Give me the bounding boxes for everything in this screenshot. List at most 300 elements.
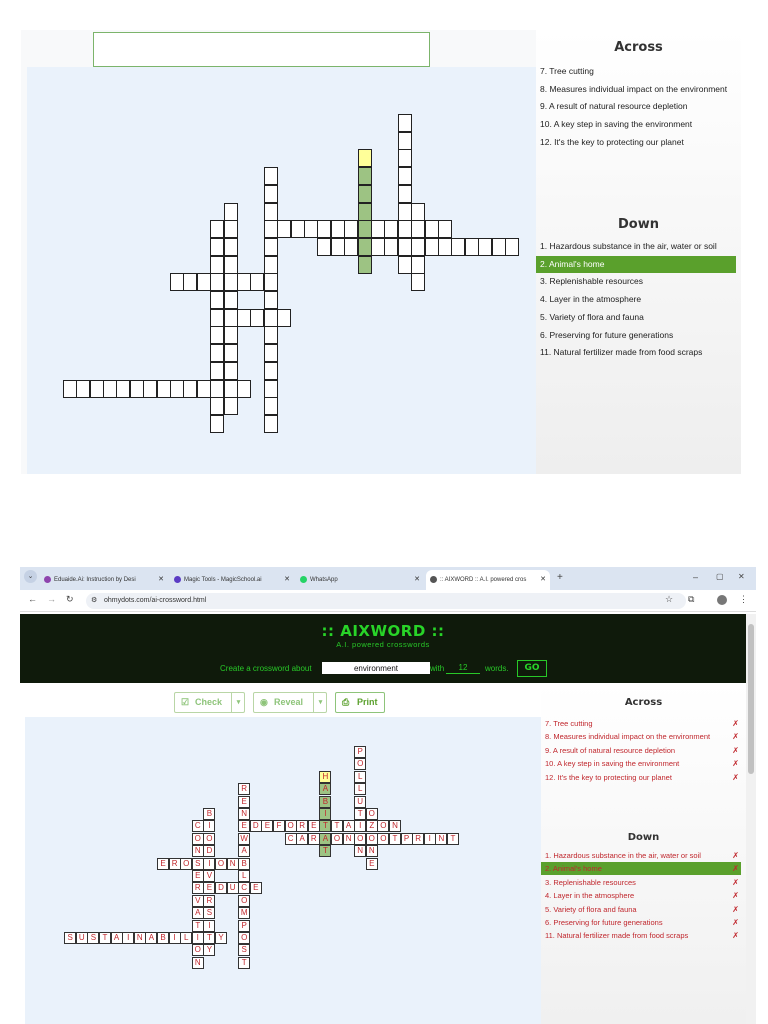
crossword-grid-solved [25, 717, 541, 1024]
grid-cell[interactable]: P [354, 746, 366, 758]
clue-text: 10. A key step in saving the environment [545, 759, 680, 769]
grid-cell[interactable] [210, 415, 224, 433]
topic-input[interactable] [322, 662, 430, 674]
grid-cell[interactable]: R [169, 858, 181, 870]
grid-cell[interactable] [250, 309, 264, 327]
grid-cell[interactable] [224, 291, 238, 309]
app-subtitle: A.I. powered crosswords [336, 640, 430, 649]
grid-cell[interactable]: N [192, 957, 204, 969]
clue-item[interactable] [541, 862, 741, 875]
grid-cell[interactable] [197, 273, 211, 291]
grid-cell[interactable] [264, 273, 278, 291]
grid-cell[interactable] [398, 185, 412, 203]
grid-cell[interactable]: A [111, 932, 123, 944]
grid-cell[interactable]: U [227, 882, 239, 894]
grid-cell[interactable] [425, 220, 439, 238]
grid-cell[interactable] [264, 220, 278, 238]
clue-item[interactable] [536, 116, 736, 133]
grid-cell[interactable]: R [238, 783, 250, 795]
wrong-mark-icon: ✗ [732, 877, 739, 887]
grid-cell[interactable]: T [354, 808, 366, 820]
crossword-grid [27, 67, 536, 474]
grid-cell[interactable] [264, 326, 278, 344]
grid-cell[interactable]: N [192, 845, 204, 857]
clue-item[interactable] [541, 916, 741, 929]
grid-cell[interactable]: R [412, 833, 424, 845]
grid-cell[interactable]: O [354, 758, 366, 770]
wrong-mark-icon: ✗ [732, 931, 739, 941]
grid-cell[interactable] [210, 344, 224, 362]
grid-cell[interactable] [103, 380, 117, 398]
maximize-icon[interactable]: ▢ [716, 572, 724, 581]
grid-cell[interactable]: O [285, 820, 297, 832]
grid-cell[interactable]: C [238, 882, 250, 894]
tab-label: :: AIXWORD :: A.I. powered cros [440, 577, 527, 583]
grid-cell[interactable]: O [377, 820, 389, 832]
grid-cell[interactable] [291, 220, 305, 238]
grid-cell[interactable] [411, 220, 425, 238]
clue-item[interactable] [536, 309, 736, 326]
grid-cell[interactable] [90, 380, 104, 398]
tab-label: Magic Tools - MagicSchool.ai [184, 577, 262, 583]
grid-cell[interactable] [224, 238, 238, 256]
grid-cell[interactable] [224, 203, 238, 221]
grid-cell[interactable]: M [238, 907, 250, 919]
grid-cell[interactable] [224, 362, 238, 380]
grid-cell[interactable]: N [343, 833, 355, 845]
grid-cell[interactable] [398, 220, 412, 238]
grid-cell[interactable]: E [157, 858, 169, 870]
clue-text: 5. Variety of flora and fauna [545, 904, 637, 914]
clue-item[interactable] [536, 238, 736, 255]
grid-cell[interactable]: R [192, 882, 204, 894]
grid-cell[interactable]: R [203, 895, 215, 907]
grid-cell[interactable] [398, 238, 412, 256]
clue-item[interactable] [541, 876, 741, 889]
grid-cell[interactable] [331, 238, 345, 256]
printer-icon: ⎙ [342, 697, 350, 707]
grid-cell[interactable]: V [203, 870, 215, 882]
clue-item[interactable] [541, 717, 741, 730]
grid-cell[interactable]: O [238, 932, 250, 944]
grid-cell[interactable] [264, 291, 278, 309]
grid-cell[interactable]: I [122, 932, 134, 944]
clue-item[interactable] [541, 849, 741, 862]
grid-cell[interactable] [344, 220, 358, 238]
grid-cell[interactable] [264, 344, 278, 362]
grid-cell[interactable] [358, 238, 372, 256]
grid-cell[interactable] [411, 238, 425, 256]
grid-cell[interactable]: N [435, 833, 447, 845]
grid-cell[interactable]: B [157, 932, 169, 944]
grid-cell[interactable] [398, 114, 412, 132]
eye-icon: ◉ [260, 697, 268, 707]
clue-text: 3. Replenishable resources [540, 276, 644, 287]
grid-cell[interactable] [277, 309, 291, 327]
check-button[interactable] [174, 692, 245, 713]
grid-cell[interactable] [210, 397, 224, 415]
wrong-mark-icon: ✗ [732, 851, 739, 860]
grid-cell[interactable] [237, 380, 251, 398]
grid-cell[interactable] [344, 238, 358, 256]
grid-cell[interactable]: B [238, 858, 250, 870]
grid-cell[interactable] [183, 273, 197, 291]
grid-cell[interactable]: W [238, 833, 250, 845]
grid-cell[interactable] [170, 273, 184, 291]
chevron-down-icon[interactable]: ▾ [313, 693, 327, 712]
grid-cell[interactable]: N [227, 858, 239, 870]
grid-cell[interactable]: V [192, 895, 204, 907]
grid-cell[interactable] [358, 149, 372, 167]
grid-cell[interactable] [237, 273, 251, 291]
go-button[interactable]: GO [517, 660, 547, 677]
clue-item[interactable] [536, 344, 736, 361]
grid-cell[interactable]: T [192, 920, 204, 932]
grid-cell[interactable] [398, 132, 412, 150]
grid-cell[interactable] [411, 203, 425, 221]
grid-cell[interactable] [411, 256, 425, 274]
grid-cell[interactable]: S [87, 932, 99, 944]
grid-cell[interactable]: C [192, 820, 204, 832]
grid-cell[interactable]: A [192, 907, 204, 919]
grid-cell[interactable]: Y [215, 932, 227, 944]
grid-cell[interactable] [331, 220, 345, 238]
grid-cell[interactable] [492, 238, 506, 256]
grid-cell[interactable] [438, 238, 452, 256]
clue-item[interactable] [536, 98, 736, 115]
grid-cell[interactable] [264, 238, 278, 256]
clue-text: 8. Measures individual impact on the environment [545, 732, 711, 742]
tab-eduaide[interactable] [40, 570, 168, 590]
grid-cell[interactable]: S [192, 858, 204, 870]
grid-cell[interactable] [63, 380, 77, 398]
tab-label: Eduaide.Ai: Instruction by Desi [54, 577, 136, 583]
grid-cell[interactable]: U [76, 932, 88, 944]
grid-cell[interactable]: E [192, 870, 204, 882]
grid-cell[interactable] [264, 362, 278, 380]
grid-cell[interactable]: E [261, 820, 273, 832]
clue-item[interactable] [541, 757, 741, 770]
grid-cell[interactable] [358, 203, 372, 221]
close-icon[interactable]: ✕ [414, 576, 420, 583]
clue-text: 12. It's the key to protecting our planet [540, 136, 684, 147]
grid-cell[interactable] [210, 220, 224, 238]
reveal-button[interactable] [253, 692, 327, 713]
grid-cell[interactable]: A [319, 783, 331, 795]
clue-item[interactable] [541, 889, 741, 902]
grid-cell[interactable]: E [250, 882, 262, 894]
grid-cell[interactable]: B [203, 808, 215, 820]
site-info-icon[interactable]: ⚙ [91, 597, 98, 604]
clue-item[interactable] [541, 744, 741, 757]
grid-cell[interactable] [505, 238, 519, 256]
grid-cell[interactable]: I [203, 920, 215, 932]
grid-cell[interactable] [478, 238, 492, 256]
grid-cell[interactable] [264, 167, 278, 185]
clue-item[interactable] [541, 771, 741, 784]
grid-cell[interactable]: A [145, 932, 157, 944]
grid-cell[interactable]: O [331, 833, 343, 845]
reveal-label: Reveal [274, 697, 304, 707]
grid-cell[interactable]: U [354, 796, 366, 808]
grid-cell[interactable]: I [319, 808, 331, 820]
clue-item[interactable] [536, 273, 736, 290]
grid-cell[interactable]: I [354, 820, 366, 832]
across-heading: Across [624, 697, 663, 708]
grid-cell[interactable]: O [192, 944, 204, 956]
grid-cell[interactable]: A [296, 833, 308, 845]
grid-cell[interactable] [371, 220, 385, 238]
grid-cell[interactable]: P [401, 833, 413, 845]
clue-item[interactable] [536, 256, 736, 273]
grid-cell[interactable]: T [447, 833, 459, 845]
grid-cell[interactable] [264, 415, 278, 433]
profile-avatar[interactable] [717, 595, 727, 605]
wrong-mark-icon: ✗ [732, 864, 739, 874]
grid-cell[interactable]: L [354, 771, 366, 783]
grid-cell[interactable]: I [424, 833, 436, 845]
grid-cell[interactable]: T [331, 820, 343, 832]
grid-cell[interactable]: S [64, 932, 76, 944]
grid-cell[interactable] [183, 380, 197, 398]
grid-cell[interactable] [358, 185, 372, 203]
grid-cell[interactable] [224, 326, 238, 344]
grid-cell[interactable] [264, 256, 278, 274]
grid-cell[interactable]: O [354, 833, 366, 845]
grid-cell[interactable]: N [354, 845, 366, 857]
print-button[interactable] [335, 692, 385, 713]
grid-cell[interactable] [170, 380, 184, 398]
grid-cell[interactable] [224, 309, 238, 327]
down-heading: Down [627, 832, 660, 843]
clue-text: 5. Variety of flora and fauna [540, 311, 644, 322]
grid-cell[interactable] [438, 220, 452, 238]
minimize-icon[interactable]: – [693, 572, 699, 582]
grid-cell[interactable]: D [203, 845, 215, 857]
grid-cell[interactable] [451, 238, 465, 256]
grid-cell[interactable]: T [238, 957, 250, 969]
grid-cell[interactable]: A [238, 845, 250, 857]
grid-cell[interactable] [250, 273, 264, 291]
grid-cell[interactable]: A [343, 820, 355, 832]
grid-cell[interactable]: O [366, 833, 378, 845]
grid-cell[interactable] [210, 326, 224, 344]
grid-cell[interactable]: L [180, 932, 192, 944]
grid-cell[interactable]: P [238, 920, 250, 932]
grid-cell[interactable]: Z [366, 820, 378, 832]
grid-cell[interactable]: L [238, 870, 250, 882]
clue-item[interactable] [536, 134, 736, 151]
grid-cell[interactable] [157, 380, 171, 398]
grid-cell[interactable] [304, 220, 318, 238]
grid-cell[interactable]: O [377, 833, 389, 845]
wrong-mark-icon: ✗ [732, 719, 739, 728]
grid-cell[interactable] [398, 256, 412, 274]
grid-cell[interactable] [210, 380, 224, 398]
grid-cell[interactable] [317, 238, 331, 256]
grid-cell[interactable]: O [192, 833, 204, 845]
wrong-mark-icon: ✗ [732, 918, 739, 927]
grid-cell[interactable] [224, 273, 238, 291]
grid-cell[interactable]: Y [203, 944, 215, 956]
grid-cell[interactable]: R [308, 833, 320, 845]
grid-cell[interactable] [143, 380, 157, 398]
url-field[interactable] [86, 593, 686, 609]
grid-cell[interactable]: N [238, 808, 250, 820]
grid-cell[interactable] [210, 273, 224, 291]
bookmark-star-icon[interactable]: ☆ [665, 594, 674, 604]
close-icon[interactable]: ✕ [540, 576, 546, 583]
clue-text: 2. Animal's home [540, 258, 605, 269]
grid-cell[interactable]: N [134, 932, 146, 944]
grid-cell[interactable]: E [203, 882, 215, 894]
grid-cell[interactable]: A [319, 833, 331, 845]
grid-cell[interactable]: E [238, 820, 250, 832]
grid-cell[interactable]: O [215, 858, 227, 870]
grid-cell[interactable]: L [354, 783, 366, 795]
grid-cell[interactable] [130, 380, 144, 398]
grid-cell[interactable] [116, 380, 130, 398]
clue-text: 10. A key step in saving the environment [540, 119, 693, 130]
clue-item[interactable] [536, 63, 736, 80]
grid-cell[interactable] [264, 397, 278, 415]
extensions-icon[interactable]: ⧉ [688, 594, 695, 604]
grid-cell[interactable] [224, 256, 238, 274]
grid-cell[interactable] [384, 220, 398, 238]
across-heading: Across [614, 40, 663, 55]
grid-cell[interactable] [210, 362, 224, 380]
grid-cell[interactable]: T [319, 845, 331, 857]
grid-cell[interactable] [398, 167, 412, 185]
grid-cell[interactable]: C [285, 833, 297, 845]
grid-cell[interactable] [411, 273, 425, 291]
menu-icon[interactable]: ⋮ [739, 594, 748, 604]
grid-cell[interactable] [210, 238, 224, 256]
url-text: ohmydots.com/ai-crossword.html [104, 597, 207, 604]
clue-item[interactable] [541, 929, 741, 942]
close-icon[interactable]: ✕ [284, 576, 290, 583]
grid-cell[interactable]: D [250, 820, 262, 832]
scrollbar[interactable] [746, 614, 756, 1024]
new-tab-button[interactable]: + [557, 572, 563, 583]
close-window-icon[interactable]: ✕ [738, 572, 745, 581]
grid-cell[interactable]: O [203, 833, 215, 845]
word-count-input[interactable] [446, 662, 480, 674]
grid-cell[interactable]: E [308, 820, 320, 832]
tab-aixword[interactable] [426, 570, 550, 590]
clue-item[interactable] [536, 81, 736, 98]
grid-cell[interactable]: E [238, 796, 250, 808]
tab-whatsapp[interactable] [296, 570, 424, 590]
clue-text: 6. Preserving for future generations [540, 329, 674, 340]
wrong-mark-icon: ✗ [732, 891, 739, 901]
answer-input[interactable] [93, 32, 430, 67]
grid-cell[interactable]: O [180, 858, 192, 870]
grid-cell[interactable]: E [366, 858, 378, 870]
grid-cell[interactable]: I [203, 820, 215, 832]
grid-cell[interactable]: D [215, 882, 227, 894]
grid-cell[interactable] [237, 309, 251, 327]
grid-cell[interactable]: T [389, 833, 401, 845]
back-icon[interactable]: ← [28, 594, 37, 604]
grid-cell[interactable] [210, 309, 224, 327]
prompt-suffix: words. [485, 664, 509, 673]
clue-text: 3. Replenishable resources [545, 877, 636, 887]
grid-cell[interactable]: N [366, 845, 378, 857]
grid-cell[interactable] [277, 220, 291, 238]
chevron-down-icon[interactable]: ▾ [231, 693, 245, 712]
grid-cell[interactable]: T [99, 932, 111, 944]
close-icon[interactable]: ✕ [158, 576, 164, 583]
grid-cell[interactable] [264, 380, 278, 398]
grid-cell[interactable] [197, 380, 211, 398]
grid-cell[interactable]: H [319, 771, 331, 783]
grid-cell[interactable]: O [238, 895, 250, 907]
address-bar [20, 590, 756, 612]
grid-cell[interactable]: O [366, 808, 378, 820]
clue-text: 8. Measures individual impact on the environment [540, 83, 728, 94]
tab-label: WhatsApp [310, 577, 338, 583]
grid-cell[interactable]: N [389, 820, 401, 832]
forward-icon[interactable]: → [47, 594, 56, 604]
grid-cell[interactable] [398, 149, 412, 167]
grid-cell[interactable] [224, 344, 238, 362]
grid-cell[interactable] [76, 380, 90, 398]
grid-cell[interactable]: T [319, 820, 331, 832]
reload-icon[interactable]: ↻ [66, 594, 74, 604]
grid-cell[interactable] [398, 203, 412, 221]
tab-search-icon[interactable]: ⌄ [24, 570, 37, 583]
grid-cell[interactable] [384, 238, 398, 256]
grid-cell[interactable] [224, 220, 238, 238]
grid-cell[interactable] [358, 256, 372, 274]
clue-text: 7. Tree cutting [540, 66, 594, 76]
tab-bar [20, 567, 756, 590]
grid-cell[interactable]: S [238, 944, 250, 956]
grid-cell[interactable]: I [192, 932, 204, 944]
grid-cell[interactable] [224, 397, 238, 415]
grid-cell[interactable] [371, 238, 385, 256]
grid-cell[interactable]: I [203, 858, 215, 870]
grid-cell[interactable] [465, 238, 479, 256]
grid-cell[interactable]: I [169, 932, 181, 944]
clue-text: 4. Layer in the atmosphere [545, 891, 635, 901]
grid-cell[interactable] [264, 309, 278, 327]
grid-cell[interactable] [264, 185, 278, 203]
grid-cell[interactable] [210, 256, 224, 274]
grid-cell[interactable] [264, 203, 278, 221]
clue-item[interactable] [541, 730, 741, 743]
grid-cell[interactable]: T [203, 932, 215, 944]
clue-item[interactable] [541, 903, 741, 916]
scrollbar-thumb[interactable] [748, 624, 754, 774]
grid-cell[interactable]: S [203, 907, 215, 919]
grid-cell[interactable]: F [273, 820, 285, 832]
grid-cell[interactable]: B [319, 796, 331, 808]
grid-cell[interactable]: R [296, 820, 308, 832]
clue-item[interactable] [536, 291, 736, 308]
grid-cell[interactable] [210, 291, 224, 309]
app-header [20, 614, 746, 683]
clue-text: 7. Tree cutting [545, 719, 593, 728]
clue-item[interactable] [536, 327, 736, 344]
tab-magicschool[interactable] [170, 570, 294, 590]
grid-cell[interactable] [358, 220, 372, 238]
grid-cell[interactable] [358, 167, 372, 185]
grid-cell[interactable] [317, 220, 331, 238]
grid-cell[interactable] [425, 238, 439, 256]
grid-cell[interactable] [224, 380, 238, 398]
